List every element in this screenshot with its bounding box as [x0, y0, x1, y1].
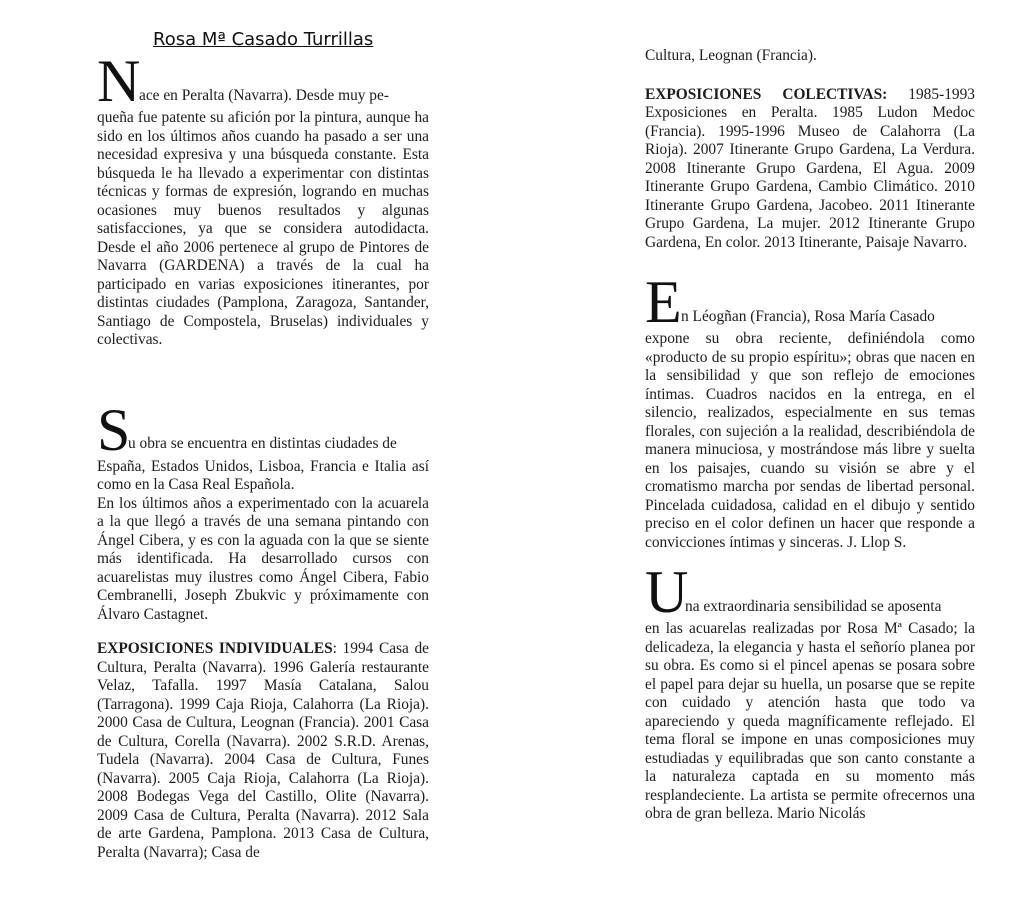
paragraph-lead: na extraordinaria sensibilidad se aposenta: [685, 597, 942, 615]
paragraph-1-body: queña fue patente su afición por la pintura, aunque ha sido en los últimos años cuando ha pasado a ser una necesidad expresiva y una búsqueda constante. Esta búsqueda le ha llevado a experimentar con distintas técnicas y formas de expresión, logrando en muchas ocasiones muy buenos resultados y algunas satisfacciones, ya que se considera autodidacta. Desde el año 2006 pertenece al grupo de Pintores de Navarra (GARDENA) a través de la cual ha participado en varias exposiciones itinerantes, por distintas ciudades (Pamplona, Zaragoza, Santander, Santiago de Compostela, Bruselas) individuales y colectivas.: [97, 109, 429, 348]
individual-exhibitions-continued: Cultura, Leognan (Francia).: [645, 47, 817, 64]
individual-exhibitions-text: : 1994 Casa de Cultura, Peralta (Navarra). 1996 Galería restaurante Velaz, Tafalla. 1997 Masía Catalana, Salou (Tarragona). 1999 Caja Rioja, Calahorra (La Rioja). 2000 Casa de Cultura, Leognan (Francia). 2001 Casa de Cultura, Corella (Navarra). 2002 S.R.D. Arenas, Tudela (Navarra). 2004 Casa de Cultura, Funes (Navarra). 2005 Caja Rioja, Calahorra (La Rioja). 2008 Bodegas Vega del Castillo, Olite (Navarra). 2009 Casa de Cultura, Peralta (Navarra). 2012 Sala de arte Gardena, Pamplona. 2013 Casa de Cultura, Peralta (Navarra); Casa de: [97, 640, 429, 861]
paragraph-4-body: en las acuarelas realizadas por Rosa Mª Casado; la delicadeza, la elegancia y hasta el señorío planea por su obra. Es como si el pincel apenas se posara sobre el papel para dejar su huella, un posarse que se repite con cuidado y atención hasta que todo va apareciendo y queda magníficamente reflejado. El tema floral se impone en unas composiciones muy estudiadas y equilibradas que son canto constante a la naturaleza captada en su momento más resplandeciente. La artista se permite ofrecernos una obra de gran belleza. Mario Nicolás: [645, 620, 975, 822]
drop-cap: U: [645, 559, 689, 625]
paragraph-4-opening: [645, 559, 975, 625]
collective-exhibitions-label: EXPOSICIONES COLECTIVAS:: [645, 85, 888, 103]
drop-cap: N: [97, 48, 141, 114]
collective-exhibitions-text: 1985-1993 Exposiciones en Peralta. 1985 Ludon Medoc (Francia). 1995-1996 Museo de Calahorra (La Rioja). 2007 Itinerante Grupo Gardena, La Verdura. 2008 Itinerante Grupo Gardena, El Agua. 2009 Itinerante Grupo Gardena, Cambio Climático. 2010 Itinerante Grupo Gardena, Jacobeo. 2011 Itinerante Grupo Gardena, La mujer. 2012 Itinerante Grupo Gardena, En color. 2013 Itinerante, Paisaje Navarro.: [645, 85, 975, 251]
paragraph-lead: u obra se encuentra en distintas ciudades de: [128, 435, 397, 452]
paragraph-1-opening: [97, 48, 429, 114]
paragraph-lead: n Léogñan (Francia), Rosa María Casado: [681, 307, 935, 325]
paragraph-2-body: España, Estados Unidos, Lisboa, Francia e Italia así como en la Casa Real Española.: [97, 457, 429, 493]
collective-exhibitions: [645, 86, 975, 253]
drop-cap: S: [97, 396, 131, 463]
paragraph-2-opening: [97, 396, 429, 463]
paragraph-3-opening: [645, 269, 975, 335]
individual-exhibitions: [97, 640, 429, 862]
paragraph-3-body: expone su obra reciente, definiéndola como «producto de su propio espíritu»; obras que nacen en la sensibilidad y que son reflejo de emociones íntimas. Cuadros nacidos en la entrega, en el silencio, realizados, especialmente en sus temas florales, con sujeción a la realidad, describiéndola de manera minuciosa, y mostrándose más libre y suelta en los paisajes, cuando su visión se abre y el cromatismo marcha por sendas de libertad personal. Pincelada cuidadosa, calidad en el dibujo y sentido preciso en el color definen un hacer que responde a convicciones íntimas y sinceras. J. Llop S.: [645, 330, 975, 551]
paragraph-lead: ace en Peralta (Navarra). Desde muy pe-: [139, 86, 389, 104]
paragraph-2-body-continued: En los últimos años a experimentado con la acuarela a la que llegó a través de una semana pintando con Ángel Cibera, y es con la aguada con la que se siente más identificada. Ha desarrollado cursos con acuarelistas muy ilustres como Ángel Cibera, Fabio Cembranelli, Joseph Zbukvic y próximamente con Álvaro Castagnet.: [97, 494, 429, 623]
individual-exhibitions-label: EXPOSICIONES INDIVIDUALES: [97, 640, 333, 657]
page-title: Rosa Mª Casado Turrillas: [153, 29, 374, 50]
right-column: [645, 47, 975, 824]
drop-cap: E: [645, 269, 682, 335]
left-column: [97, 48, 429, 862]
